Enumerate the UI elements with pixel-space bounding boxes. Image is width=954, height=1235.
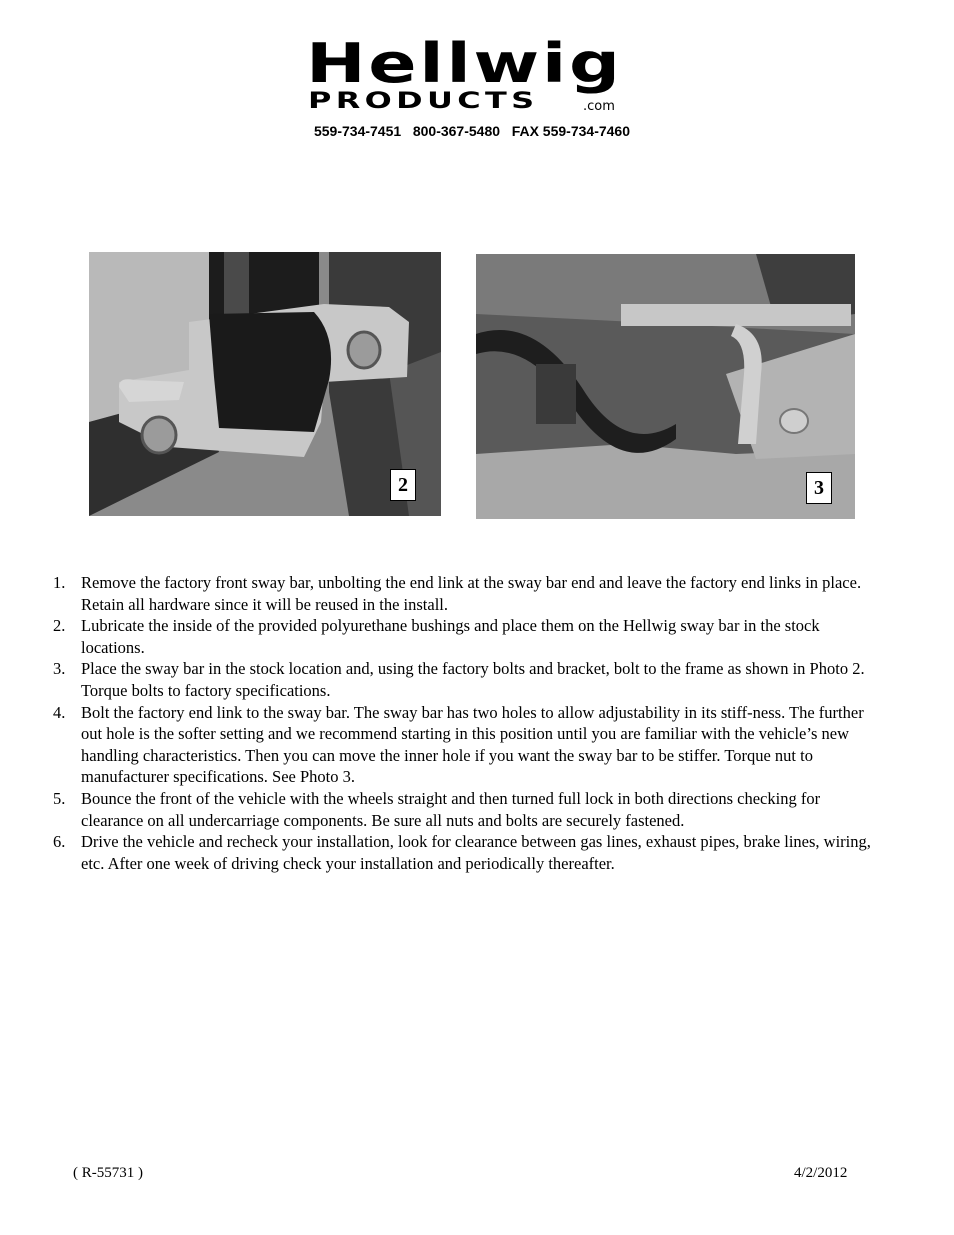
step-item — [47, 658, 877, 701]
step-number: 5. — [53, 788, 66, 808]
photo-3-image — [476, 254, 855, 519]
step-text: Bolt the factory end link to the sway bar. The sway bar has two holes to allow adjustability in its stiff-ness. The further out hole is the softer setting and we recommend starting in this position until you are familiar with the vehicle’s new handling characteristics. Then you can move the inner hole if you want the sway bar to be stiffer. Torque nut to manufacturer specifications. See Photo 3. — [81, 702, 864, 787]
brand-domain: .com — [583, 99, 615, 114]
photo-2-image — [89, 252, 441, 516]
document-date: 4/2/2012 — [794, 1165, 848, 1181]
step-text: Drive the vehicle and recheck your installation, look for clearance between gas lines, exhaust pipes, brake lines, wiring, etc. After one week of driving check your installation and periodically thereafter. — [81, 832, 871, 873]
photo-3 — [476, 254, 855, 519]
step-item — [47, 572, 877, 615]
step-item — [47, 788, 877, 831]
photo-2-label: 2 — [390, 469, 416, 501]
step-number: 1. — [53, 573, 66, 592]
step-number: 2. — [53, 616, 66, 636]
document-id: ( R-55731 ) — [73, 1165, 143, 1181]
photo-3-label: 3 — [806, 472, 832, 504]
step-text: Lubricate the inside of the provided polyurethane bushings and place them on the Hellwig sway bar in the stock locations. — [81, 616, 820, 657]
step-text: Place the sway bar in the stock location and, using the factory bolts and bracket, bolt to the frame as shown in Photo 2. Torque bolts to factory specifications. — [81, 659, 865, 700]
step-item — [47, 702, 877, 788]
step-item — [47, 615, 877, 658]
photo-2 — [89, 252, 441, 516]
brand-name: Hellwig — [306, 32, 623, 95]
brand-subtitle: PRODUCTS — [308, 89, 539, 114]
brand-logo — [300, 32, 645, 118]
contact-line: 559-734-7451 800-367-5480 FAX 559-734-7460 — [313, 123, 630, 139]
step-item — [47, 831, 877, 874]
step-text: Remove the factory front sway bar, unbolting the end link at the sway bar end and leave the factory end links in place. Retain all hardware since it will be reused in the install. — [81, 573, 862, 614]
step-number: 6. — [53, 832, 66, 852]
step-number: 4. — [53, 702, 66, 722]
step-text: Bounce the front of the vehicle with the wheels straight and then turned full lock in both directions checking for clearance on all undercarriage components. Be sure all nuts and bolts are securely fastened. — [81, 788, 821, 830]
instruction-steps — [47, 572, 877, 874]
step-number: 3. — [53, 659, 66, 679]
